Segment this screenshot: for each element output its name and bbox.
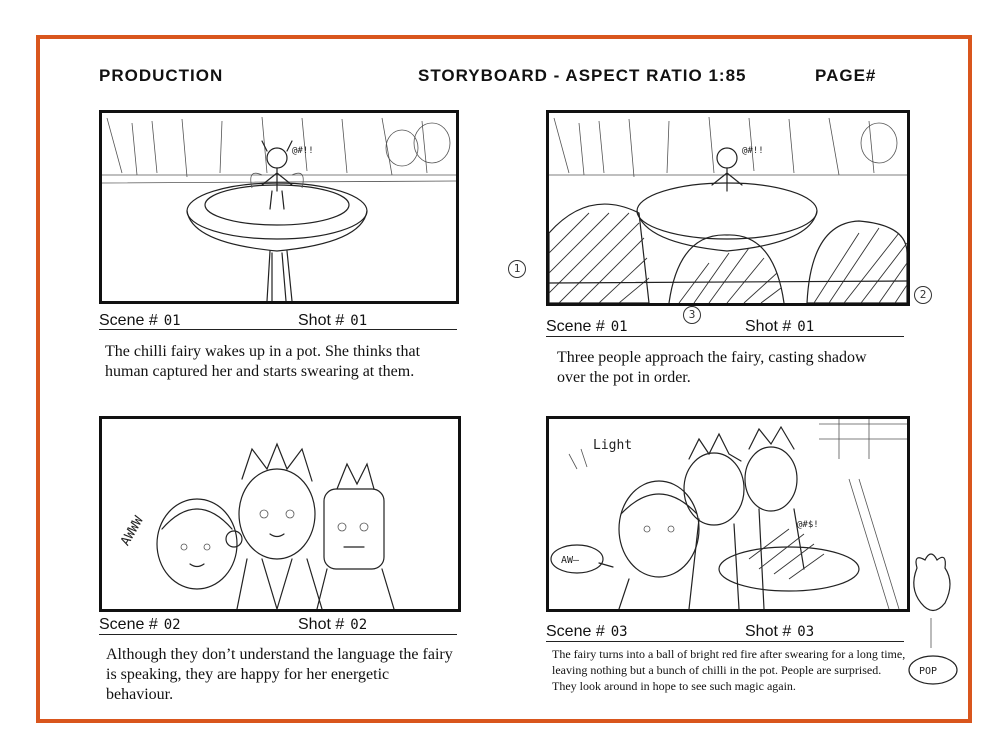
panel-4-scene: Scene # 03	[546, 623, 628, 640]
panel-4-rule	[546, 641, 904, 642]
panel-3-sketch	[99, 416, 461, 612]
panel-4-speech: AW—	[561, 555, 580, 566]
panel-2-scene: Scene # 01	[546, 318, 628, 335]
panel-4-sketch	[546, 416, 910, 612]
panel-3-rule	[99, 634, 457, 635]
fairy-fire-sketch	[549, 419, 907, 609]
panel-4-note: Light	[593, 438, 633, 453]
panel-3-shot: Shot # 02	[298, 616, 368, 633]
panel-4-description: The fairy turns into a ball of bright red fire after swearing for a long time, leaving nothing but a bunch of chilli in the pot. People are surprised. They look around in hope to see such magic again.	[552, 647, 906, 693]
three-people-happy-sketch	[102, 419, 458, 609]
panel-1-shot: Shot # 01	[298, 312, 368, 329]
panel-3-note: AWWW	[118, 513, 147, 549]
panel-1-sketch	[99, 110, 459, 304]
shadow-over-pot-sketch	[549, 113, 907, 303]
panel-4-swear: @#$!	[797, 520, 819, 530]
fairy-in-pot-sketch	[102, 113, 456, 301]
fire-ball-sketch	[905, 548, 963, 698]
panel-2-sketch	[546, 110, 910, 306]
panel-1-scene: Scene # 01	[99, 312, 181, 329]
pop-text: POP	[919, 666, 938, 677]
page-number-label: PAGE#	[815, 66, 877, 85]
panel-4-shot: Shot # 03	[745, 623, 815, 640]
marker-3: 3	[683, 306, 701, 324]
production-title: PRODUCTION	[99, 66, 224, 85]
panel-1-note: @#!!	[292, 146, 314, 156]
panel-1-rule	[99, 329, 457, 330]
marker-1: 1	[508, 260, 526, 278]
panel-1-description: The chilli fairy wakes up in a pot. She thinks that human captured her and starts swearing at them.	[105, 343, 421, 380]
storyboard-title: STORYBOARD - ASPECT RATIO 1:85	[418, 66, 747, 85]
panel-2-rule	[546, 336, 904, 337]
panel-3-scene: Scene # 02	[99, 616, 181, 633]
panel-2-shot: Shot # 01	[745, 318, 815, 335]
panel-2-description: Three people approach the fairy, casting shadow over the pot in order.	[557, 349, 867, 386]
panel-2-note: @#!!	[742, 146, 764, 156]
marker-2: 2	[914, 286, 932, 304]
panel-3-description: Although they don’t understand the language the fairy is speaking, they are happy for her energetic behaviour.	[106, 646, 453, 703]
